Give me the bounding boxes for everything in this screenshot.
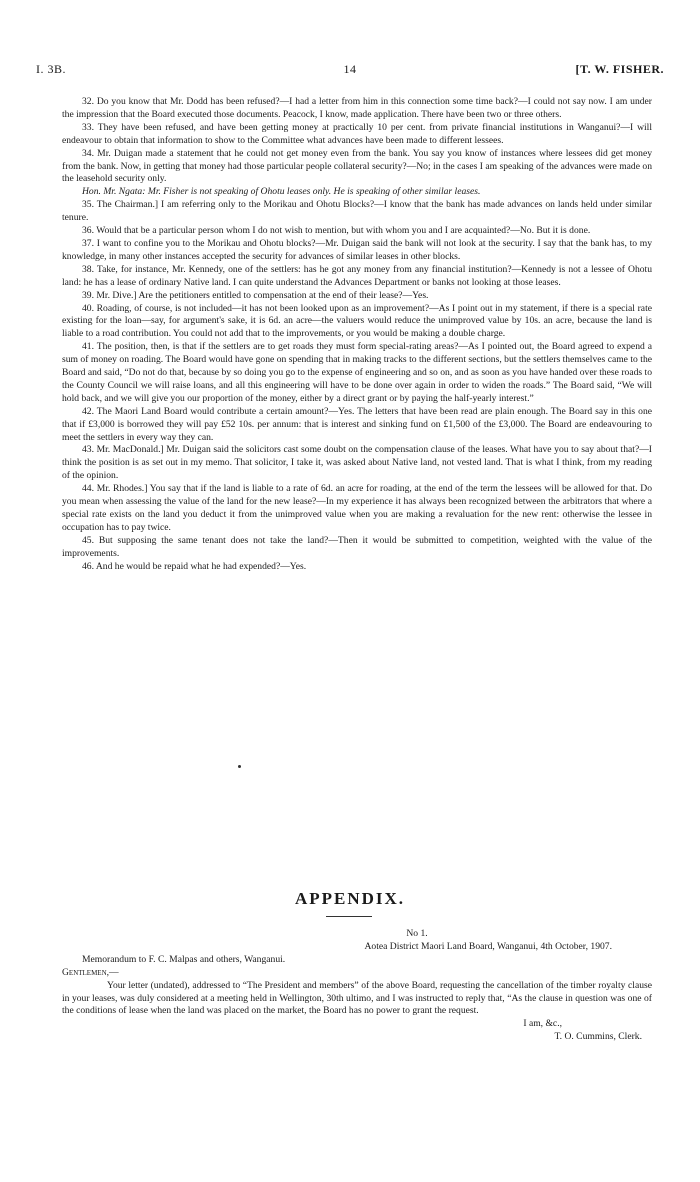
paragraph-43: 43. Mr. MacDonald.] Mr. Duigan said the solicitors cast some doubt on the compensation clause of the leases. What have you to say about that?—I think the position is as set out in my memo. That solicitor, I take it, was asked about Native land, not vested land. That is what I think, from my reading of the opinion. [62, 444, 652, 482]
appendix-signature: T. O. Cummins, Clerk. [554, 1031, 642, 1043]
appendix-title: APPENDIX. [294, 889, 406, 908]
paragraph-37: 37. I want to confine you to the Morikau and Ohotu blocks?—Mr. Duigan said the bank will not look at the security. I say that the bank has, to my knowledge, in many other instances accepted the security for advances of similar leases in other blocks. [62, 237, 652, 262]
paragraph-41: 41. The position, then, is that if the settlers are to get roads they must form special-rating areas?—As I pointed out, the Board agreed to expend a sum of money on roading. The Board would have gone on spending that in making tracks to the different sections, but the settlers themselves came to the Board and said, “Do not do that, because by so doing you go to the expense of engineering and so on, and as soon as you have handed over these roads to the County Council we will raise loans, and all this engineering will have to be done over again in order to widen the roads.” The Board said, “We will hold back, and we will give you our proportion of the money, either by a direct grant or by paying the half-yearly interest.” [62, 341, 652, 404]
paragraph-36: 36. Would that be a particular person whom I do not wish to mention, but with whom you and I are acquainted?—No. But it is done. [82, 225, 591, 237]
ink-dot [238, 765, 241, 768]
paragraph-40: 40. Roading, of course, is not included—it has not been looked upon as an improvement?—As I point out in my statement, if there is a special rate existing for the loan—say, for argument's sake, it is 6d. an acre—the valuers would reduce the unimproved value by 10s. an acre, because the land is liable to a road contribution. You could not add that to the improvements, or you would be making a double charge. [62, 302, 652, 340]
paragraph-45: 45. But supposing the same tenant does not take the land?—Then it would be submitted to competition, weighted with the value of the improvements. [62, 534, 652, 559]
appendix-letter: Your letter (undated), addressed to “The President and members” of the above Board, requesting the cancellation of the timber royalty clause in your leases, was duly considered at a meeting held in Wellington, 30th ultimo, and I was instructed to reply that, “As the clause in question was one of the conditions of lease when the land was placed on the market, the Board has no power to grant the request. [62, 979, 652, 1017]
paragraph-44: 44. Mr. Rhodes.] You say that if the land is liable to a rate of 6d. an acre for roading, at the end of the term the lessees will be allowed for that. Do you mean when assessing the value of the land for the new lease?—In my experience it has always been recognized between the arbitrators that where a special rate exists on the land you deduct it from the unimproved value when you are making a revaluation for the new rent: otherwise the lessee in occupation has to pay twice. [62, 483, 652, 533]
witness-name: [T. W. FISHER. [575, 62, 664, 76]
paragraph-46: 46. And he would be repaid what he had expended?—Yes. [82, 560, 307, 572]
paragraph-ngata: Hon. Mr. Ngata: Mr. Fisher is not speaking of Ohotu leases only. He is speaking of other similar leases. [82, 186, 481, 198]
appendix-memo: Memorandum to F. C. Malpas and others, Wanganui. [82, 953, 286, 965]
appendix-rule [326, 916, 372, 917]
paragraph-35: 35. The Chairman.] I am referring only to the Morikau and Ohotu Blocks?—I know that the bank has made advances on lands held under similar tenure. [62, 199, 652, 224]
appendix-body [62, 928, 652, 1044]
paragraph-42: 42. The Maori Land Board would contribute a certain amount?—Yes. The letters that have been read are plain enough. The Board say in this one that if £3,000 is borrowed they will pay £52 10s. per annum: that is interest and sinking fund on £1,500 of the £3,000. The Board are endeavouring to meet the settlers in every way they can. [62, 405, 652, 443]
paragraph-39: 39. Mr. Dive.] Are the petitioners entitled to compensation at the end of their lease?—Yes. [82, 289, 429, 301]
page-number: 14 [343, 62, 357, 76]
paragraph-34: 34. Mr. Duigan made a statement that he could not get money even from the bank. You say you know of instances where lessees did get money from the bank. Now, in getting that money had those particular people collateral security?—No; in the cases I am speaking of the advances were made on the leasehold security only. [62, 147, 652, 185]
appendix-closing: I am, &c., [523, 1018, 562, 1030]
appendix-salutation: Gentlemen,— [62, 966, 119, 978]
paragraph-32: 32. Do you know that Mr. Dodd has been refused?—I had a letter from him in this connection some time back?—I could not say now. I am under the impression that the Board executed those documents. Peacock, I know, made application. There have been two or three others. [62, 96, 652, 120]
page-header [36, 62, 664, 78]
testimony-body [62, 96, 652, 574]
appendix-number: No 1. [406, 928, 428, 939]
document-reference: I. 3B. [36, 62, 66, 76]
appendix-dateline: Aotea District Maori Land Board, Wanganui, 4th October, 1907. [364, 940, 612, 952]
paragraph-33: 33. They have been refused, and have been getting money at practically 10 per cent. from private financial institutions in Wanganui?—I will endeavour to obtain that information to show to the Committee what advances have been made to different lessees. [62, 121, 652, 146]
paragraph-38: 38. Take, for instance, Mr. Kennedy, one of the settlers: has he got any money from any financial institution?—Kennedy is not a lessee of Ohotu land: he has a lease of ordinary Native land. I can quite understand the Advances Department or banks not looking at those leases. [62, 263, 652, 288]
